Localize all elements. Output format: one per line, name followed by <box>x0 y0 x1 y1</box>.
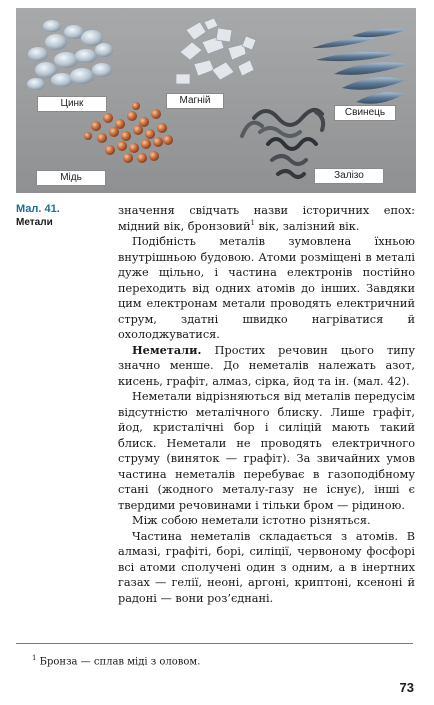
footnote-ref: 1 <box>250 218 255 227</box>
paragraph: значення свідчать назви історичних епох: мідний вік, бронзовий$^1$ вік, залізний вік. <box>118 204 415 233</box>
label-copper: Мідь <box>36 170 106 186</box>
figure-caption <box>16 202 108 229</box>
figure-number: Мал. 41. <box>16 203 60 215</box>
figure-title: Метали <box>16 217 53 228</box>
label-magnesium: Магній <box>166 93 224 109</box>
footnote: $^1$ Бронза — сплав міді з оловом. <box>32 654 201 668</box>
label-iron: Залізо <box>314 168 384 184</box>
label-zinc: Цинк <box>37 96 107 112</box>
paragraph: Неметали. Простих речовин цього типу значно менше. До неметалів належать азот, кисень, графіт, алмаз, сірка, йод та ін. (мал. 42). <box>118 342 415 388</box>
paragraph: Частина неметалів складається з атомів. В алмазі, графіті, борі, силіції, червоному фосфорі всі атоми сполучені один з одним, а в інертних газах — гелії, неоні, аргоні, криптоні, ксеноні й радоні — вони роз’єднані. <box>118 529 415 605</box>
paragraph: Неметали відрізняються від металів передусім відсутністю металічного блиску. Лише графіт, йод, кристалічні бор і силіцій мають такий блиск. Неметали не проводять електричного струму (виняток — графіт). За звичайних умов частина неметалів перебуває в газоподібному стані (жодного металу-газу не існує), інші є твердими речовинами і тільки бром — рідиною. <box>118 390 415 512</box>
paragraph: Між собою неметали істотно різняться. <box>132 514 371 527</box>
term-nonmetals: Неметали. <box>132 342 202 357</box>
label-lead: Свинець <box>334 105 396 121</box>
body-text <box>118 203 415 606</box>
footnote-divider <box>16 643 413 644</box>
page-number: 73 <box>399 680 414 695</box>
metals-photo <box>16 8 416 193</box>
footnote-marker: 1 <box>32 654 37 662</box>
paragraph: Подібність металів зумовлена їхньою внутрішньою будовою. Атоми розміщені в металі дуже щільно, і частина електронів постійно переходить від одних атомів до інших. Завдяки цим електронам метали проводять електричний струм, здатні швидко нагріватися й охолоджуватися. <box>118 235 415 341</box>
